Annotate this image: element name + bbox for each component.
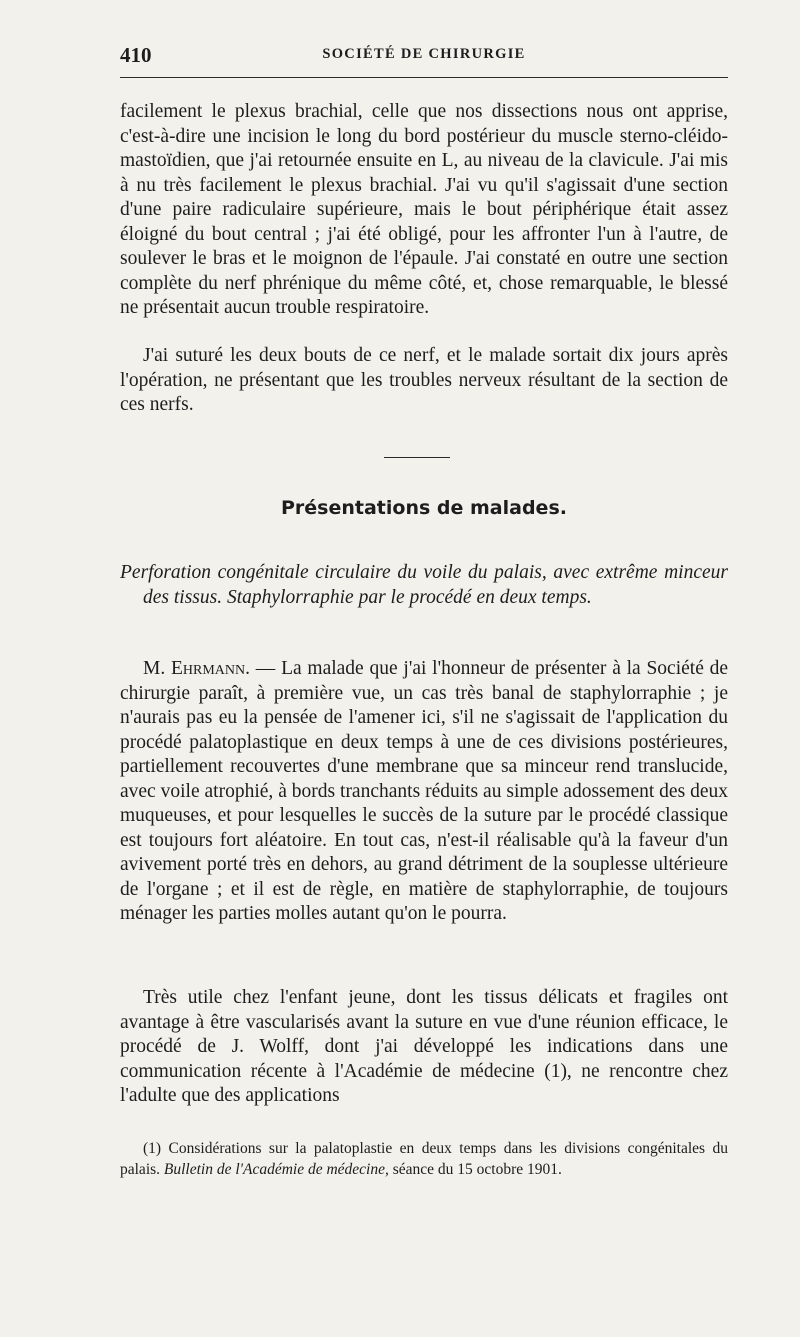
paragraph-text: J'ai suturé les deux bouts de ce nerf, et le malade sortait dix jours après l'opération, ne présentant que les troubles nerveux résultant de la section de ces nerfs. bbox=[120, 345, 728, 415]
speaker-dash: . — bbox=[245, 658, 276, 679]
footnote-text-after: séance du 15 octobre 1901. bbox=[392, 1161, 562, 1178]
footnote bbox=[120, 1138, 728, 1180]
section-separator bbox=[384, 457, 450, 458]
section-heading: Présentations de malades. bbox=[281, 497, 567, 519]
paragraph-text: Très utile chez l'enfant jeune, dont les tissus délicats et fragiles ont avantage à être vascularisés avant la suture en vue d'une réunion efficace, le procédé de J. Wolff, dont j'ai développé les indications dans une communication récente à l'Académie de médecine (1), ne rencontre chez l'adulte que des applications bbox=[120, 987, 728, 1106]
speaker-name: Ehrmann bbox=[171, 658, 246, 679]
case-title: Perforation congénitale circulaire du voile du palais, avec extrême minceur des tissus. Staphylorraphie par le procédé en deux temps. bbox=[120, 562, 728, 608]
body-text: La malade que j'ai l'honneur de présenter à la Société de chirurgie paraît, à première vue, un cas très banal de staphylorraphie ; je n'aurais pas eu la pensée de l'amener ici, s'il ne s'agissait de l'application du procédé palatoplastique en deux temps à une de ces divisions postérieures, partiellement recouvertes d'une membrane que sa minceur rend translucide, avec voile atrophié, à bords tranchants réduits au simple adossement des deux muqueuses, et pour lesquelles le succès de la suture par le procédé classique est toujours fort aléatoire. En tout cas, n'est-il réalisable qu'à la faveur d'un avivement porté très en dehors, au grand détriment de la souplesse ultérieure de l'organe ; et il est de règle, en matière de staphylorraphie, de toujours ménager les parties molles autant qu'on le pourra. bbox=[120, 658, 729, 924]
paragraph bbox=[120, 657, 728, 927]
speaker-prefix: M. bbox=[143, 658, 166, 679]
header-rule bbox=[120, 77, 728, 78]
paragraph bbox=[120, 986, 728, 1109]
footnote-journal: Bulletin de l'Académie de médecine, bbox=[163, 1161, 389, 1178]
page-header bbox=[120, 43, 728, 71]
paragraph-text bbox=[120, 657, 728, 927]
footnote-text bbox=[120, 1138, 728, 1180]
page-number: 410 bbox=[120, 43, 152, 67]
footnote-marker: (1) bbox=[143, 1140, 162, 1157]
paragraph-text: facilement le plexus brachial, celle que nos dissections nous ont apprise, c'est-à-dire une incision le long du bord postérieur du muscle sterno-cléido-mastoïdien, que j'ai retournée ensuite en L, au niveau de la clavicule. J'ai mis à nu très facilement le plexus brachial. J'ai vu qu'il s'agissait d'une section d'une paire radiculaire supérieure, mais le bout périphérique était assez éloigné du bout central ; j'ai été obligé, pour les affronter l'un à l'autre, de soulever le bras et le moignon de l'épaule. J'ai constaté en outre une section complète du nerf phrénique du même côté, et, chose remarquable, le blessé ne présentait aucun trouble respiratoire. bbox=[120, 101, 728, 318]
running-title: SOCIÉTÉ DE CHIRURGIE bbox=[322, 46, 526, 62]
paragraph-continued bbox=[120, 100, 728, 321]
paragraph bbox=[120, 344, 728, 418]
footnote-text-before: Considérations sur la palatoplastie en deux temps dans les divisions congénitales du palais. bbox=[120, 1140, 729, 1178]
